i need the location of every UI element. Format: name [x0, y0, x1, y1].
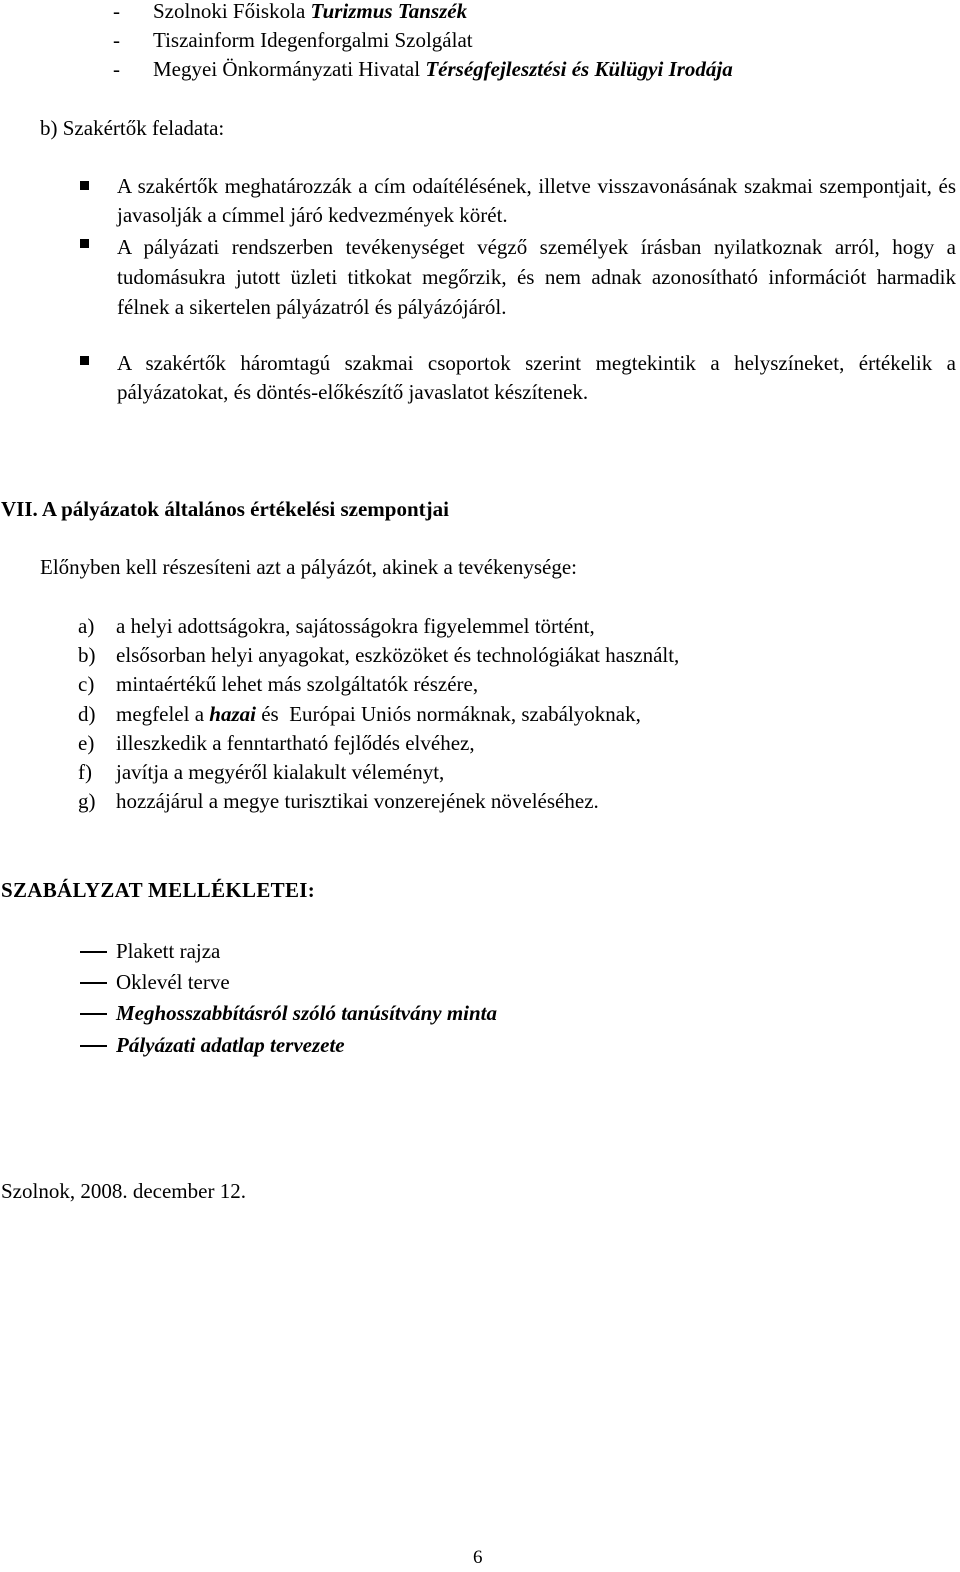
dash-line-icon	[80, 982, 107, 984]
criteria-item	[78, 700, 641, 729]
criteria-label: a)	[78, 614, 95, 638]
criteria-text: megfelel a	[116, 702, 210, 726]
dash-marker: -	[113, 0, 120, 23]
criteria-text: javítja a megyéről kialakult véleményt,	[116, 760, 445, 784]
annex-item	[80, 968, 230, 997]
criteria-text: illeszkedik a fenntartható fejlődés elvéhez,	[116, 731, 475, 755]
organizer-item	[113, 26, 473, 55]
annex-item	[80, 999, 497, 1028]
dash-marker: -	[113, 57, 120, 81]
experts-bullet-text: A szakértők háromtagú szakmai csoportok szerint megtekintik a helyszíneket, értékelik a pályázatokat, és döntés-előkészítő javaslatot készítenek.	[117, 351, 956, 404]
criteria-item	[78, 612, 595, 641]
annexes-heading: SZABÁLYZAT MELLÉKLETEI:	[1, 878, 316, 902]
criteria-item	[78, 641, 679, 670]
criteria-label: b)	[78, 643, 96, 667]
annex-label: Meghosszabbításról szóló tanúsítvány minta	[116, 1001, 498, 1025]
criteria-label: c)	[78, 672, 95, 696]
criteria-item	[78, 758, 444, 787]
section-heading: VII. A pályázatok általános értékelési szempontjai	[1, 497, 449, 521]
criteria-item	[78, 787, 599, 816]
criteria-text: elsősorban helyi anyagokat, eszközöket és technológiákat használt,	[116, 643, 680, 667]
criteria-text-rest: és Európai Uniós normáknak, szabályoknak,	[255, 702, 641, 726]
organizer-item	[113, 0, 467, 26]
section-intro: Előnyben kell részesíteni azt a pályázót, akinek a tevékenysége:	[40, 555, 578, 579]
organizer-item	[113, 55, 733, 84]
annex-label: Oklevél terve	[116, 970, 230, 994]
organizer-name: Tiszainform Idegenforgalmi Szolgálat	[153, 28, 473, 52]
criteria-text: mintaértékű lehet más szolgáltatók részére,	[116, 672, 479, 696]
criteria-label: e)	[78, 731, 95, 755]
criteria-item	[78, 729, 475, 758]
organizer-unit: Térségfejlesztési és Külügyi Irodája	[425, 57, 733, 81]
experts-heading: b) Szakértők feladata:	[40, 116, 225, 140]
place-and-date: Szolnok, 2008. december 12.	[1, 1179, 246, 1203]
criteria-label: g)	[78, 789, 96, 813]
criteria-emphasis: hazai	[209, 702, 256, 726]
annex-item	[80, 1031, 345, 1060]
criteria-item	[78, 670, 478, 699]
square-bullet-icon	[80, 239, 89, 248]
organizer-name: Megyei Önkormányzati Hivatal	[153, 57, 426, 81]
organizer-name: Szolnoki Főiskola	[153, 0, 311, 23]
experts-bullet-text: A szakértők meghatározzák a cím odaítélésének, illetve visszavonásának szakmai szempontjait, és javasolják a címmel járó kedvezmények körét.	[117, 174, 956, 227]
criteria-text: hozzájárul a megye turisztikai vonzerejének növeléséhez.	[116, 789, 599, 813]
dash-marker: -	[113, 28, 120, 52]
criteria-label: f)	[78, 760, 92, 784]
page-number: 6	[473, 1547, 483, 1568]
square-bullet-icon	[80, 181, 89, 190]
annex-item	[80, 937, 220, 966]
dash-line-icon	[80, 1045, 107, 1047]
square-bullet-icon	[80, 356, 89, 365]
criteria-label: d)	[78, 702, 96, 726]
organizer-unit: Turizmus Tanszék	[310, 0, 468, 23]
criteria-text: a helyi adottságokra, sajátosságokra figyelemmel történt,	[116, 614, 595, 638]
annex-label: Pályázati adatlap tervezete	[116, 1033, 345, 1057]
dash-line-icon	[80, 1013, 107, 1015]
dash-line-icon	[80, 951, 107, 953]
experts-bullet-text: A pályázati rendszerben tevékenységet végző személyek írásban nyilatkoznak arról, hogy a tudomásukra jutott üzleti titkokat megőrzik, és nem adnak azonosítható információt harmadik félnek a sikertelen pályázatról és pályázójáról.	[117, 235, 956, 319]
annex-label: Plakett rajza	[116, 939, 221, 963]
